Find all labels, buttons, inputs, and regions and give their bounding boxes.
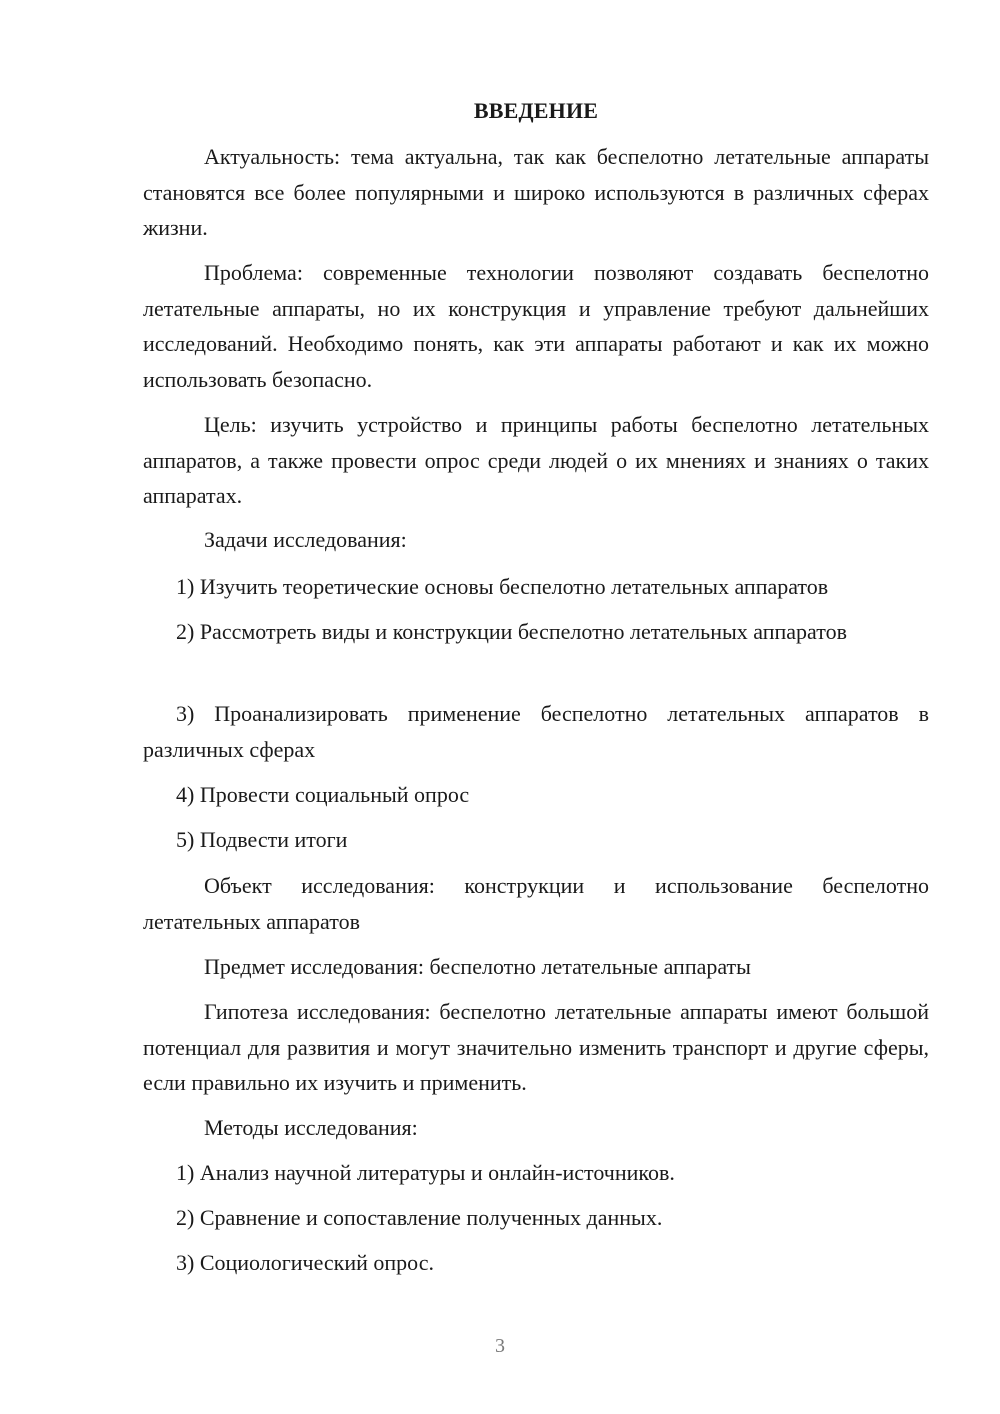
paragraph-tasks-heading: Задачи исследования: [204,527,407,552]
list-item-method-1: 1) Анализ научной литературы и онлайн-источников. [176,1160,675,1185]
list-item-method-3: 3) Социологический опрос. [176,1250,434,1275]
list-item-method-2: 2) Сравнение и сопоставление полученных данных. [176,1205,663,1230]
page-title: ВВЕДЕНИЕ [473,98,599,123]
list-item-task-4: 4) Провести социальный опрос [176,782,470,807]
list-item-task-2: 2) Рассмотреть виды и конструкции беспелотно летательных аппаратов [176,619,847,644]
paragraph-goal: Цель: изучить устройство и принципы работы беспелотно летательных аппаратов, а также провести опрос среди людей о их мнениях и знаниях о таких аппаратах. [143,412,929,508]
paragraph-subject: Предмет исследования: беспелотно летательные аппараты [204,954,751,979]
paragraph-object: Объект исследования: конструкции и использование беспелотно летательных аппаратов [143,873,929,934]
paragraph-hypothesis: Гипотеза исследования: беспелотно летательные аппараты имеют большой потенциал для развития и могут значительно изменить транспорт и другие сферы, если правильно их изучить и применить. [143,999,929,1095]
page-number: 3 [495,1335,505,1357]
list-item-task-5: 5) Подвести итоги [176,827,348,852]
paragraph-problem: Проблема: современные технологии позволяют создавать беспелотно летательные аппараты, но их конструкция и управление требуют дальнейших исследований. Необходимо понять, как эти аппараты работают и как их можно использовать безопасно. [143,260,929,392]
list-item-task-1: 1) Изучить теоретические основы беспелотно летательных аппаратов [176,574,829,599]
paragraph-relevance: Актуальность: тема актуальна, так как беспелотно летательные аппараты становятся все более популярными и широко используются в различных сферах жизни. [143,144,929,240]
paragraph-methods-heading: Методы исследования: [204,1115,418,1140]
list-item-task-3: 3) Проанализировать применение беспелотно летательных аппаратов в различных сферах [143,701,929,762]
